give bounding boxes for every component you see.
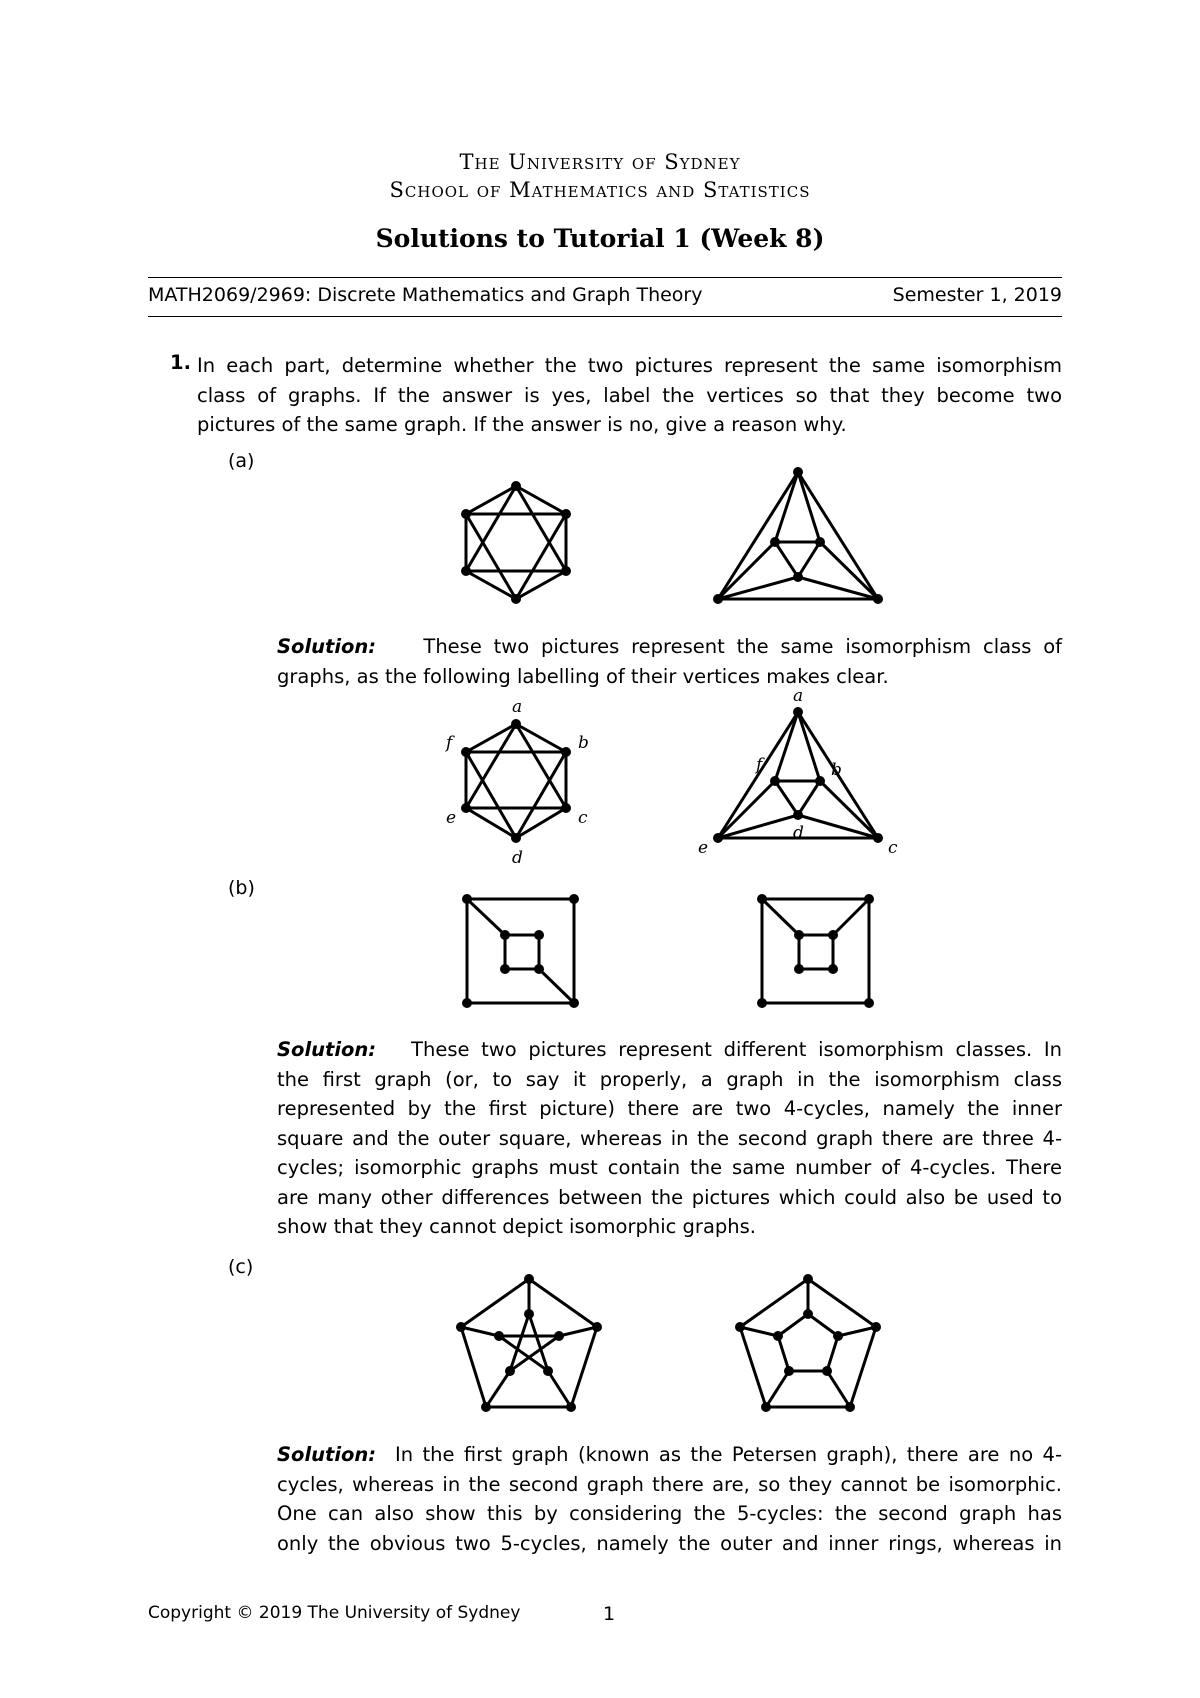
solution-c [277,1440,1062,1558]
solution-line: square and the outer square, whereas in the second graph there are three 4- [277,1126,1062,1150]
vertex-label: a [512,697,523,717]
semester: Semester 1, 2019 [892,284,1062,306]
question-line: pictures of the same graph. If the answer is no, give a reason why. [197,413,847,436]
page-number: 1 [603,1603,616,1625]
solution-line: only the obvious two 5-cycles, namely the outer and inner rings, whereas in [277,1531,1062,1555]
vertex-label: c [578,808,588,828]
vertex [803,1274,813,1284]
course-name: MATH2069/2969: Discrete Mathematics and Graph Theory [148,284,703,306]
part-b-label: (b) [228,877,255,899]
vertex [871,1322,881,1332]
edge [740,1327,778,1336]
solution-label: Solution: [277,635,377,658]
question-line: In each part, determine whether the two pictures represent the same isomorphism [197,354,1062,377]
vertex-label: e [698,838,709,858]
solution-line: One can also show this by considering the 5-cycles: the second graph has [277,1502,1062,1525]
solution-line: graphs, as the following labelling of their vertices makes clear. [277,664,889,688]
vertex [845,1402,855,1412]
question-number: 1. [170,351,191,374]
solution-line: In the first graph (known as the Petersen graph), there are no 4- [394,1443,1062,1466]
part-c-label: (c) [228,1256,254,1278]
vertex [773,1331,783,1341]
edge [778,1314,838,1371]
vertex [833,1331,843,1341]
solution-line: represented by the first picture) there are two 4-cycles, namely the inner [277,1097,1062,1120]
solution-line: cycles; isomorphic graphs must contain the same number of 4-cycles. There [277,1156,1062,1179]
solution-label: Solution: [277,1443,377,1466]
vertex-label: f [756,755,763,775]
vertex-label: f [446,733,453,753]
solution-line: are many other differences between the pictures which could also be used to [277,1185,1062,1209]
solution-line: the first graph (or, to say it properly, a graph in the isomorphism class [277,1067,1062,1091]
solution-line: cycles, whereas in the second graph there are, so they cannot be isomorphic. [277,1472,1062,1496]
solution-line: These two pictures represent different isomorphism classes. In [411,1038,1062,1061]
vertex-label: c [888,838,898,858]
vertex [761,1402,771,1412]
footer-copyright: Copyright © 2019 The University of Sydney [148,1603,521,1623]
question-line: class of graphs. If the answer is yes, label the vertices so that they become two [197,383,1062,407]
school-name: School of Mathematics and Statistics [389,178,811,202]
page-title: Solutions to Tutorial 1 (Week 8) [375,224,825,253]
edge [827,1371,850,1407]
vertex [784,1366,794,1376]
vertex [803,1309,813,1319]
vertex-label: a [793,686,804,706]
solution-line: These two pictures represent the same isomorphism class of [423,635,1062,658]
part-a-label: (a) [228,450,255,472]
university-name: The University of Sydney [459,150,741,174]
vertex-label: d [512,848,523,868]
vertex-label: e [446,808,457,828]
edge [766,1371,789,1407]
solution-label: Solution: [277,1038,377,1061]
solution-line: show that they cannot depict isomorphic graphs. [277,1215,756,1238]
vertex-label: b [578,733,589,753]
vertex [735,1322,745,1332]
vertex-label: d [793,823,804,843]
vertex [822,1366,832,1376]
vertex-label: b [831,760,842,780]
edge [838,1327,876,1336]
